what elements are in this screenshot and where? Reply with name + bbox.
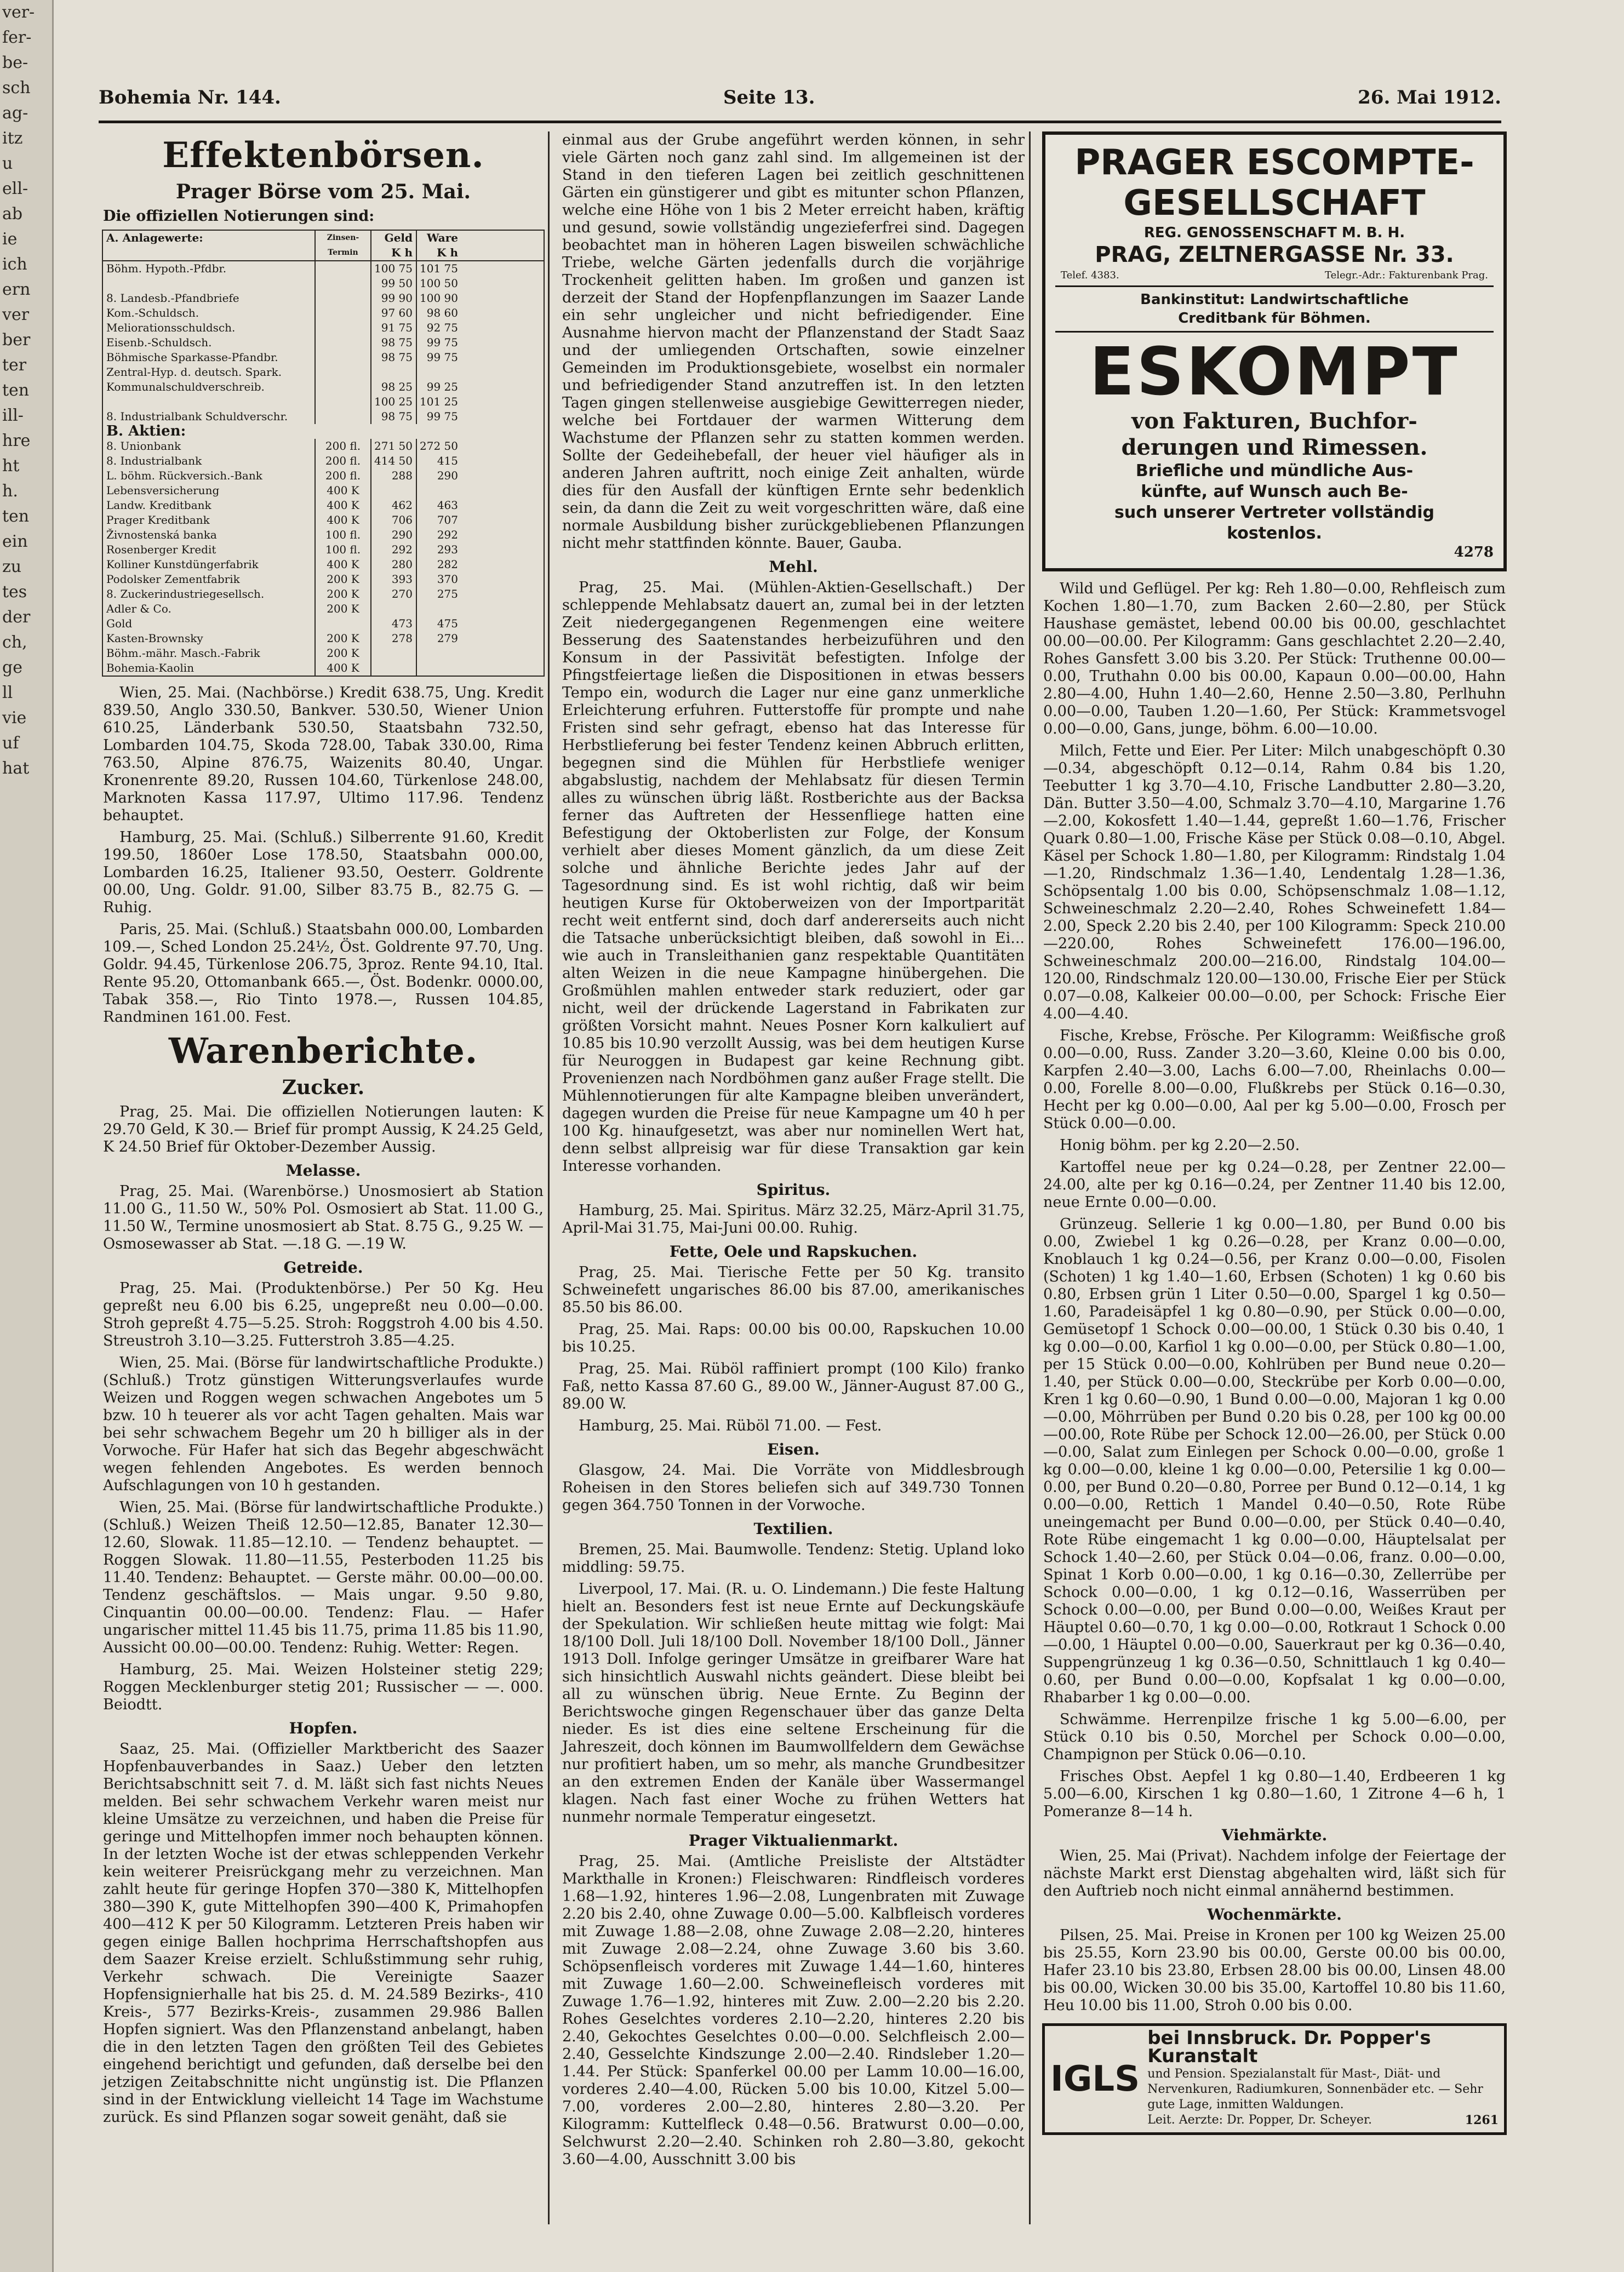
table-cell: 292 [416, 528, 461, 542]
table-row [103, 409, 544, 424]
table-cell: Böhm. Hypoth.-Pfdbr. [106, 262, 227, 275]
table-cell: 463 [416, 498, 461, 513]
ad-title-line: GESELLSCHAFT [1123, 183, 1426, 224]
stock-quote-table [102, 230, 545, 677]
table-cell: 706 [370, 513, 416, 528]
ad-telegram: Telegr.-Adr.: Fakturenbank Prag. [1324, 270, 1488, 281]
table-cell: 101 25 [416, 394, 461, 409]
table-row [103, 587, 544, 602]
prev-fragment: ll [2, 683, 13, 702]
igls-logo-text: IGLS [1050, 2059, 1140, 2099]
table-row [103, 602, 544, 616]
table-cell: 101 75 [416, 261, 461, 276]
prev-fragment: ern [2, 280, 31, 299]
page-number: Seite 13. [723, 87, 815, 108]
table-row [103, 513, 544, 528]
table-cell: 98 25 [370, 380, 416, 394]
table-cell: Eisenb.-Schuldsch. [106, 336, 212, 349]
table-cell: 98 75 [370, 409, 416, 424]
table-cell: 100 50 [416, 276, 461, 291]
igls-headline: bei Innsbruck. Dr. Popper's Kuranstalt [1147, 2027, 1431, 2067]
table-cell: Meliorationsschuldsch. [106, 321, 236, 334]
fette-report: Hamburg, 25. Mai. Rüböl 71.00. — Fest. [579, 1417, 882, 1434]
table-cell [370, 661, 416, 676]
prev-fragment: ch, [2, 633, 27, 652]
ad-contact [1061, 270, 1488, 281]
table-cell: 400 K [314, 483, 370, 498]
prev-fragment: hre [2, 431, 31, 450]
table-cell: 275 [416, 587, 461, 602]
hopfen-title: Hopfen. [289, 1719, 358, 1737]
notierungen-intro: Die offiziellen Notierungen sind: [103, 208, 375, 225]
table-row [103, 557, 544, 572]
table-cell: 99 75 [416, 335, 461, 350]
table-row [103, 306, 544, 321]
table-cell [314, 306, 370, 321]
prev-fragment: itz [2, 129, 23, 148]
zucker-report: Prag, 25. Mai. Die offiziellen Notierungen lauten: K 29.70 Geld, K 30.— Brief für prompt Aussig, K 24.25 Geld, K 24.50 Brief für Oktober-Dezember Aussig. [103, 1103, 544, 1155]
fette-report: Prag, 25. Mai. Raps: 00.00 bis 00.00, Rapskuchen 10.00 bis 10.25. [562, 1321, 1025, 1355]
table-cell [314, 365, 370, 380]
table-cell: 270 [370, 587, 416, 602]
column-3 [1039, 131, 1510, 2224]
mehl-report: Prag, 25. Mai. (Mühlen-Aktien-Gesellschaft.) Der schleppende Mehlabsatz dauert an, zumal bei in der letzten Zeit niedergegangenen Regenmengen eine weitere Besserung des Saatenstandes herbeizuführen und den Konsum in der Passivität befestigten. Infolge der Pfingstfeiertage ließen die Dispositionen in etwas bessers Tempo ein, wodurch die Lager nur eine ganz unmerkliche Erleichterung erfuhren. Futterstoffe für prompte und nahe Fristen sind sehr gefragt, ebenso hat das Interesse für Herbstlieferung bei fester Tendenz keinen Abbruch erlitten, begegnen sind die Mühlen für Herbstliefe weniger abgabslustig, nachdem der Mehlabsatz für diesen Termin alles zu wünschen übrig läßt. Rostberichte aus der Backsa ferner das Auftreten der Hessenfliege hatten eine Befestigung der Oktoberlisten zur Folge, der Konsum verhielt aber dieses Moment gänzlich, da um diese Zeit solche und ähnliche Berichte jedes Jahr auf der Tagesordnung sind. Es ist wohl richtig, daß wir beim heutigen Kurse für Oktoberweizen von der Importparität recht weit entfernt sind, doch darf andererseits auch nicht die Tatsache unberücksichtigt bleiben, daß sowohl in Ei... wie auch in Transleithanien ganz respektable Quantitäten alten Weizen in die neue Kampagne hinübergehen. Die Großmühlen mahlen entweder stark reduziert, oder gar nicht, weil der drückende Lagerstand in Fabrikaten zur größten Vorsicht mahnt. Neues Posner Korn kalkuliert auf 10.85 bis 10.90 verzollt Aussig, was bei dem heutigen Kurse für Neuroggen in Budapest gar keine Rechnung gibt. Provenienzen nach Nordböhmen ganz außer Frage stellt. Die Mühlennotierungen für alte Kampagne bleiben unverändert, dagegen wurden die Preise für neue Kampagne um 40 h per 100 Kg. hinaufgesetzt, was aber nur nominellen Wert hat, denn selbst allpreisig war für diese Transaktion gar kein Interesse vorhanden. [562, 579, 1025, 1175]
table-cell: 8. Zuckerindustriegesellsch. [106, 587, 265, 600]
ad-eskompt-headline: ESKOMPT [1089, 334, 1460, 410]
table-cell [416, 365, 461, 380]
table-cell: 200 fl. [314, 468, 370, 483]
table-row [103, 616, 544, 631]
table-cell: 99 75 [416, 350, 461, 365]
prev-fragment: ter [2, 356, 27, 375]
getreide-title: Getreide. [283, 1258, 363, 1277]
table-cell [314, 291, 370, 306]
table-cell: 8. Industrialbank [106, 454, 202, 467]
table-cell: 99 25 [416, 380, 461, 394]
table-cell: 393 [370, 572, 416, 587]
getreide-report: Wien, 25. Mai. (Börse für landwirtschaftliche Produkte.) (Schluß.) Weizen Theiß 12.50—12.85, Banater 12.30—12.60, Slowak. 11.85—12.10. — Tendenz behauptet. — Roggen Slowak. 11.80—11.55, Pesterboden 11.25 bis 11.40. Tendenz: Behauptet. — Gerste mähr. 00.00—00.00. Tendenz geschäftslos. — Mais ungar. 9.50 9.80, Cinquantin 00.00—00.00. Tendenz: Flau. — Hafer ungarischer mittel 11.45 bis 11.75, prima 11.85 bis 11.90, Aussicht 00.00—00.00. Tendenz: Ruhig. Wetter: Regen. [103, 1499, 544, 1656]
markt-obst: Frisches Obst. Aepfel 1 kg 0.80—1.40, Erdbeeren 1 kg 5.00—6.00, Kirschen 1 kg 0.80—1.60, 1 Zitrone 4—6 h, 1 Pomeranze 8—14 h. [1043, 1768, 1506, 1820]
table-cell: 8. Unionbank [106, 439, 181, 453]
table-cell: 400 K [314, 557, 370, 572]
table-cell: 400 K [314, 513, 370, 528]
prev-fragment: be- [2, 53, 28, 72]
table-cell [370, 646, 416, 661]
viktualien-title: Prager Viktualienmarkt. [688, 1832, 899, 1850]
prager-boerse-title: Prager Börse vom 25. Mai. [175, 180, 471, 203]
table-cell: 8. Landesb.-Pfandbriefe [106, 291, 239, 305]
viehmaerkte-report: Wien, 25. Mai (Privat). Nachdem infolge der Feiertage der nächste Markt erst Dienstag abgehalten wird, läßt sich für den Auftrieb noch nicht einmal annähernd bestimmen. [1043, 1847, 1506, 1899]
prev-fragment: ten [2, 381, 30, 400]
table-cell [314, 409, 370, 424]
table-body-b [103, 439, 544, 676]
ad-bank-line: Creditbank für Böhmen. [1178, 310, 1371, 327]
eisen-title: Eisen. [767, 1440, 820, 1458]
prev-fragment: h. [2, 482, 18, 501]
table-cell: Prager Kreditbank [106, 513, 210, 526]
prev-fragment: ein [2, 532, 28, 551]
prev-fragment: ver- [2, 3, 35, 22]
table-cell [314, 335, 370, 350]
prev-fragment: sch [2, 78, 31, 98]
table-cell: Kolliner Kunstdüngerfabrik [106, 558, 259, 571]
prev-fragment: ich [2, 255, 27, 274]
table-cell: 282 [416, 557, 461, 572]
ad-bank-box [1055, 285, 1494, 333]
table-cell: 200 fl. [314, 439, 370, 454]
prev-fragment: fer- [2, 28, 32, 47]
table-cell [103, 394, 314, 409]
table-cell: 415 [416, 454, 461, 468]
table-cell: 92 75 [416, 321, 461, 335]
prev-fragment: der [2, 608, 31, 627]
ad-reference-number: 4278 [1454, 544, 1494, 560]
table-cell: 200 fl. [314, 454, 370, 468]
table-cell: 272 50 [416, 439, 461, 454]
getreide-report: Wien, 25. Mai. (Börse für landwirtschaftliche Produkte.) (Schluß.) Trotz günstigen Witterungsverlaufes wurde Weizen und Roggen wegen schwachen Angebotes um 5 bzw. 10 h teuerer als vor acht Tagen gehalten. Mais war bei sehr schwachem Begehr um 20 h billiger als in der Vorwoche. Für Hafer hat sich das Begehr abgeschwächt wegen fehlenden Angebotes. Es werden bennoch Aufschlagungen von 10 h gestanden. [103, 1354, 544, 1494]
table-row [103, 380, 544, 394]
ad-fakturen-line: von Fakturen, Buchfor- [1131, 408, 1417, 434]
prev-fragment: ge [2, 658, 22, 677]
table-cell [416, 646, 461, 661]
table-cell: Rosenberger Kredit [106, 543, 216, 556]
table-row [103, 572, 544, 587]
table-row [103, 631, 544, 646]
prev-fragment: uf [2, 734, 19, 753]
table-cell: 100 90 [416, 291, 461, 306]
table-cell: 400 K [314, 498, 370, 513]
prev-fragment: ver [2, 305, 30, 324]
table-row [103, 276, 544, 291]
table-cell: 290 [370, 528, 416, 542]
prev-fragment: ag- [2, 104, 28, 123]
getreide-report: Hamburg, 25. Mai. Weizen Holsteiner stetig 229; Roggen Mecklenburger stetig 201; Russischer — —. 000. Beiodtt. [103, 1661, 544, 1713]
table-cell: 100 75 [370, 261, 416, 276]
table-cell: Kom.-Schuldsch. [106, 306, 199, 319]
table-body-a [103, 261, 544, 424]
table-cell: 91 75 [370, 321, 416, 335]
prev-fragment: ill- [2, 406, 24, 425]
table-cell: Kasten-Brownsky [106, 632, 203, 645]
markt-fische: Fische, Krebse, Frösche. Per Kilogramm: Weißfische groß 0.00—0.00, Russ. Zander 3.20—3.60, Kleine 0.00 bis 0.00, Karpfen 2.40—3.00, Lachs 6.00—7.00, Rheinlachs 0.00—0.00, Forelle 8.00—0.00, Flußkrebs per Stück 0.16—0.30, Hecht per kg 0.00—0.00, Aal per kg 5.00—0.00, Frosch per Stück 0.00—0.00. [1043, 1027, 1506, 1132]
table-cell [314, 261, 370, 276]
table-header-cell: Ware K h [416, 231, 461, 260]
table-cell [416, 483, 461, 498]
table-cell: Böhm.-mähr. Masch.-Fabrik [106, 646, 260, 660]
table-cell: Bohemia-Kaolin [106, 661, 195, 674]
table-cell: 98 60 [416, 306, 461, 321]
boerse-paris: Paris, 25. Mai. (Schluß.) Staatsbahn 000.00, Lombarden 109.—, Sched London 25.24½, Öst. Goldrente 97.70, Ung. Goldr. 94.45, Türkenlose 206.75, 3proz. Rente 94.10, Ital. Rente 95.20, Ottomanbank 665.—, Öst. Bodenkr. 0000.00, Tabak 358.—, Rio Tinto 1978.—, Russen 104.85, Randminen 161.00. Fest. [103, 921, 544, 1026]
table-cell: Adler & Co. [106, 602, 171, 615]
table-cell: 200 K [314, 572, 370, 587]
table-cell: 707 [416, 513, 461, 528]
table-cell: Podolsker Zementfabrik [106, 573, 240, 586]
igls-text [1147, 2027, 1499, 2128]
ad-info-line: such unserer Vertreter vollständig [1114, 503, 1434, 522]
table-row [103, 528, 544, 542]
prev-fragment: ie [2, 230, 18, 249]
table-cell: 97 60 [370, 306, 416, 321]
table-row [103, 439, 544, 454]
ad-subtitle: REG. GENOSSENSCHAFT M. B. H. [1143, 225, 1405, 241]
markt-honig: Honig böhm. per kg 2.20—2.50. [1060, 1137, 1300, 1154]
table-cell: 475 [416, 616, 461, 631]
table-cell: 99 50 [370, 276, 416, 291]
table-cell [370, 365, 416, 380]
table-cell: 288 [370, 468, 416, 483]
textilien-report: Liverpool, 17. Mai. (R. u. O. Lindemann.) Die feste Haltung hielt an. Besonders fest ist neue Ernte auf Deckungskäufe der Spekulation. Wir schließen heute mittag wie folgt: Mai 18/100 Doll. Juli 18/100 Doll. November 18/100 Doll., Jänner 1913 Doll. Infolge geringer Umsätze in greifbarer Ware hat sich hinsichtlich Auswahl nichts geändert. Diese bleibt bei all zu wünschen übrig. Neue Ernte. Zu Beginn der Berichtswoche gingen Regenschauer über das ganze Delta nieder. Es ist dies eine seltene Erscheinung für die Jahreszeit, doch können im Baumwollfeldern dem Gewächse nur profitiert haben, um so mehr, als manche Grundbesitzer an den extremen Enden der Kanäle über Wassermangel klagen. Nach fast einer Woche zu frühen Wetters hat nunmehr normale Temperatur eingesetzt. [562, 1581, 1025, 1825]
igls-description: und Pension. Spezialanstalt für Mast-, Diät- und Nervenkuren, Radiumkuren, Sonnenbäder etc. — Sehr gute Lage, inmitten Waldungen. [1147, 2067, 1483, 2111]
previous-page-edge [0, 0, 54, 2272]
table-row [103, 498, 544, 513]
igls-advertisement [1042, 2023, 1507, 2135]
wochenmaerkte-report: Pilsen, 25. Mai. Preise in Kronen per 100 kg Weizen 25.00 bis 25.55, Korn 23.90 bis 00.00, Gerste 00.00 bis 00.00, Hafer 23.10 bis 23.80, Erbsen 28.00 bis 00.00, Linsen 48.00 bis 00.00, Wicken 30.00 bis 35.00, Kartoffel 10.80 bis 11.60, Heu 10.00 bis 11.00, Stroh 0.00 bis 0.00. [1043, 1927, 1506, 2014]
table-group-b: B. Aktien: [106, 423, 186, 439]
ad-info-line: kostenlos. [1227, 524, 1322, 543]
table-cell: 98 75 [370, 335, 416, 350]
table-cell: 462 [370, 498, 416, 513]
prev-fragment: ht [2, 456, 20, 476]
textilien-title: Textilien. [753, 1520, 833, 1538]
prev-fragment: ell- [2, 179, 28, 198]
table-cell: 278 [370, 631, 416, 646]
markt-milch: Milch, Fette und Eier. Per Liter: Milch unabgeschöpft 0.30—0.34, abgeschöpft 0.12—0.14, Rahm 0.84 bis 1.20, Teebutter 1 kg 3.70—4.10, Frische Landbutter 2.80—3.20, Dän. Butter 3.50—4.00, Schmalz 3.70—4.10, Margarine 1.76—2.00, Kokosfett 1.40—1.44, gepreßt 1.60—1.76, Frischer Quark 0.80—1.00, Frische Käse per Stück 0.08—0.10, Abgel. Käsel per Schock 1.80—1.80, per Kilogramm: Rindstalg 1.04—1.20, Rindschmalz 1.36—1.40, Lendentalg 1.28—1.36, Schöpsentalg 1.00 bis 0.00, Schöpsenschmalz 1.08—1.12, Schweineschmalz 2.20—2.40, Rohes Schweinefett 1.84—2.00, Speck 2.20 bis 2.40, per 100 Kilogramm: Speck 210.00—220.00, Rohes Schweinefett 176.00—196.00, Schweineschmalz 200.00—216.00, Rindstalg 104.00—120.00, Rindschmalz 120.00—130.00, Frische Eier per Stück 0.07—0.08, Kalkeier 00.00—0.00, per Schock: Frische Eier 4.00—4.40. [1043, 742, 1506, 1022]
table-cell: 292 [370, 542, 416, 557]
table-header-cell: Geld K h [370, 231, 416, 260]
ad-bank-line: Bankinstitut: Landwirtschaftliche [1140, 291, 1409, 308]
table-cell: 99 75 [416, 409, 461, 424]
table-cell [370, 483, 416, 498]
melasse-report: Prag, 25. Mai. (Warenbörse.) Unosmosiert ab Station 11.00 G., 11.50 W., 50% Pol. Osmosiert ab Stat. 11.00 G., 11.50 W., Termine unosmosiert ab Stat. 8.75 G., 9.25 W. — Osmosewasser ab Stat. —.18 G. —.19 W. [103, 1183, 544, 1252]
table-cell: 400 K [314, 661, 370, 676]
table-cell: 100 fl. [314, 542, 370, 557]
ad-info-line: künfte, auf Wunsch auch Be- [1141, 482, 1408, 501]
table-cell: 200 K [314, 587, 370, 602]
issue-date: 26. Mai 1912. [1358, 87, 1501, 108]
prev-fragment: ten [2, 507, 30, 526]
warenberichte-title: Warenberichte. [168, 1031, 478, 1072]
table-cell [314, 616, 370, 631]
viehmaerkte-title: Viehmärkte. [1221, 1826, 1328, 1844]
table-cell [314, 350, 370, 365]
prev-fragment: vie [2, 708, 27, 728]
table-cell: 200 K [314, 646, 370, 661]
table-row [103, 646, 544, 661]
fette-title: Fette, Oele und Rapskuchen. [669, 1243, 918, 1261]
table-cell: Lebensversicherung [106, 484, 220, 497]
textilien-report: Bremen, 25. Mai. Baumwolle. Tendenz: Stetig. Upland loko middling: 59.75. [562, 1541, 1025, 1576]
ad-info-line: Briefliche und mündliche Aus- [1135, 461, 1414, 480]
table-row [103, 661, 544, 676]
ad-fakturen-line: derungen und Rimessen. [1121, 434, 1428, 460]
table-row [103, 335, 544, 350]
igls-doctors: Leit. Aerzte: Dr. Popper, Dr. Scheyer. [1147, 2113, 1372, 2127]
table-row [103, 261, 544, 276]
table-cell: Landw. Kreditbank [106, 499, 211, 512]
column-1 [99, 131, 550, 2224]
markt-schwaemme: Schwämme. Herrenpilze frische 1 kg 5.00—6.00, per Stück 0.10 bis 0.50, Morchel per Schock 0.00—0.00, Champignon per Stück 0.06—0.10. [1043, 1711, 1506, 1763]
prev-fragment: ber [2, 330, 31, 350]
table-cell: Böhmische Sparkasse-Pfandbr. [106, 351, 278, 364]
table-cell: 99 90 [370, 291, 416, 306]
mehl-title: Mehl. [769, 558, 818, 576]
table-row [103, 365, 544, 380]
table-cell: 370 [416, 572, 461, 587]
table-cell: Kommunalschuldverschreib. [106, 380, 265, 393]
ad-title-line: PRAGER ESCOMPTE- [1074, 142, 1474, 183]
table-cell [416, 602, 461, 616]
melasse-title: Melasse. [285, 1161, 361, 1180]
issue-label: Bohemia Nr. 144. [99, 87, 281, 108]
markt-wild: Wild und Geflügel. Per kg: Reh 1.80—0.00, Rehfleisch zum Kochen 1.80—1.70, zum Backen 2.60—2.80, per Stück Haushase gemästet, lebend 00.00 bis 00.00, geschlachtet 00.00—00.00. Per Kilogramm: Gans geschlachtet 2.20—2.40, Rohes Gansfett 3.00 bis 3.20. Per Stück: Truthenne 00.00—0.00, Truthahn 0.00 bis 00.00, Kapaun 0.00—00.00, Hahn 2.80—4.00, Huhn 1.40—2.60, Henne 2.50—3.80, Perlhuhn 0.00—0.00, Tauben 1.20—1.60, Per Stück: Krammetsvogel 0.00—0.00, Gans, junge, böhm. 6.00—10.00. [1043, 580, 1506, 737]
table-cell [370, 602, 416, 616]
table-cell: 473 [370, 616, 416, 631]
table-cell [416, 661, 461, 676]
spiritus-report: Hamburg, 25. Mai. Spiritus. März 32.25, März-April 31.75, April-Mai 31.75, Mai-Juni 00.00. Ruhig. [562, 1202, 1025, 1237]
table-cell: 279 [416, 631, 461, 646]
table-cell: 293 [416, 542, 461, 557]
table-cell: Zentral-Hyp. d. deutsch. Spark. [106, 365, 282, 379]
table-cell: 8. Industrialbank Schuldverschr. [106, 410, 288, 423]
igls-reference: 1261 [1465, 2113, 1499, 2127]
hopfen-report: Saaz, 25. Mai. (Offizieller Marktbericht des Saazer Hopfenbauverbandes in Saaz.) Ueber den letzten Berichtsabschnitt seit 7. d. M. läßt sich fast nichts Neues melden. Bei sehr schwachem Verkehr waren meist nur kleine Umsätze zu verzeichnen, und haben die Preise für geringe und Mittelhopfen immer noch behaupten können. In der letzten Woche ist der etwas schleppenden Verkehr kein weiterer Preisrückgang mehr zu verzeichnen. Man zahlt heute für geringe Hopfen 370—380 K, Mittelhopfen 380—390 K, gute Mittelhopfen 390—400 K, Primahopfen 400—412 K per 50 Kilogramm. Letzteren Preis haben wir gegen einige Ballen hochprima Herrschaftshopfen aus dem Saazer Kreise erzielt. Schlußstimmung sehr ruhig, Verkehr schwach. Die Vereinigte Saazer Hopfensignierhalle hat bis 25. d. M. 24.589 Bezirks-, 410 Kreis-, 577 Bezirks-Kreis-, zusammen 29.986 Ballen Hopfen signiert. Was den Pflanzenstand anbelangt, haben die in den letzten Tagen den größten Teil des Gebietes eingehend berichtigt und gefunden, daß derselbe bei den jetzigen Zeitabschnitte nicht ungünstig ist. Die Pflanzen sind in der Entwicklung vielleicht 14 Tage im Wachstume zurück. Es sind Pflanzen sogar soweit genäht, daß sie [103, 1741, 544, 2126]
markt-kartoffel: Kartoffel neue per kg 0.24—0.28, per Zentner 22.00—24.00, alte per kg 0.16—0.24, per Zentner 11.40 bis 12.00, neue Ernte 0.00—0.00. [1043, 1159, 1506, 1211]
table-row [103, 394, 544, 409]
fette-report: Prag, 25. Mai. Tierische Fette per 50 Kg. transito Schweinefett ungarisches 86.00 bis 87.00, amerikanisches 85.50 bis 86.00. [562, 1264, 1025, 1316]
zucker-title: Zucker. [282, 1076, 365, 1099]
ad-telephone: Telef. 4383. [1061, 270, 1119, 281]
hopfen-continued: einmal aus der Grube angeführt werden können, in sehr viele Gärten noch ganz zahl sind. Im allgemeinen ist der Stand in den tieferen Lagen bei zeitlich geschnittenen Gärten ein günstigerer und gibt es mitunter schon Pflanzen, welche eine Höhe von 1 bis 2 Meter erreicht haben, kräftig und gesund, sowie vollständig ungezieferfrei sind. Dagegen beobachtet man in höheren Lagen bisweilen schwächliche Triebe, welche Gärten jedenfalls durch die vorjährige Trockenheit gelitten haben. Im großen und ganzen ist derzeit der Stand der Hopfenpflanzungen im Saazer Lande ein sehr ungleicher und nicht befriedigender. Eine Ausnahme hiervon macht der Pflanzenstand der Stadt Saaz und der umliegenden Ortschaften, sowie einzelner Gemeinden im Produktionsgebiete, woselbst ein normaler und befriedigender Stand anzutreffen ist. In den letzten Tagen gingen stellenweise ausgiebige Gewitterregen nieder, welche bei Fortdauer der warmen Witterung dem Wachstume der Pflanzen sehr zu statten kommen werden. Sollte der Gedeihebefall, der heuer viel häufiger als in anderen Jahren auftritt, noch einige Zeit anhalten, würde dies für den Ausfall der künftigen Ernte sehr bedenklich sein, da dann die Zeit zu weit vorgeschritten wäre, daß eine normale Ausbildung bisher zurückgebliebenen Pflanzungen nicht mehr stattfinden könnte. Bauer, Gauba. [562, 131, 1025, 552]
table-cell [103, 276, 314, 291]
table-cell [314, 321, 370, 335]
table-header-cell: A. Anlagewerte: [106, 231, 203, 244]
prev-fragment: ab [2, 204, 23, 224]
table-cell [314, 276, 370, 291]
table-header-cell: Zinsen-Termin [314, 231, 370, 260]
boerse-wien: Wien, 25. Mai. (Nachbörse.) Kredit 638.75, Ung. Kredit 839.50, Anglo 330.50, Bankver. 530.50, Wiener Union 610.25, Länderbank 530.50, Staatsbahn 732.50, Lombarden 104.75, Skoda 728.00, Tabak 330.00, Rima 763.50, Alpine 876.75, Waizenits 80.40, Ungar. Kronenrente 89.20, Russen 104.60, Türkenlose 248.00, Marknoten Kassa 117.97, Ultimo 117.96. Tendenz behauptet. [103, 684, 544, 824]
viktualien-report: Prag, 25. Mai. (Amtliche Preisliste der Altstädter Markthalle in Kronen:) Fleischwaren: Rindfleisch vorderes 1.68—1.92, hinteres 1.96—2.08, Lungenbraten mit Zuwage 2.20 bis 2.40, ohne Zuwage 0.00—5.00. Kalbfleisch vorderes mit Zuwage 1.88—2.08, ohne Zuwage 2.08—2.20, hinteres mit Zuwage 2.08—2.24, ohne Zuwage 3.60 bis 3.60. Schöpsenfleisch vorderes mit Zuwage 1.44—1.60, hinteres mit Zuwage 1.60—2.00. Schweinefleisch vorderes mit Zuwage 1.76—1.92, hinteres mit Zuw. 2.00—2.20 bis 2.20. Rohes Geselchtes vorderes 2.10—2.20, hinteres 2.20 bis 2.40, Gekochtes Geselchtes 0.00—0.00. Selchfleisch 2.00—2.40, Gesselchte Kindszunge 2.00—2.40. Rindsleber 1.20—1.44. Per Stück: Spanferkel 00.00 per Lamm 10.00—16.00, vorderes 2.40—4.00, Rücken 5.00 bis 10.00, Kitzel 5.00—7.00, vorderes 2.00—2.80, hinteres 2.80—3.20. Per Kilogramm: Kuttelfleck 0.48—0.56. Bratwurst 0.00—0.00, Selchwurst 2.20—2.40. Schinken roh 2.80—3.80, gekocht 3.60—4.00, Ausschnitt 3.00 bis [562, 1853, 1025, 2168]
table-row [103, 468, 544, 483]
table-cell: Gold [106, 617, 133, 630]
table-row [103, 542, 544, 557]
prev-fragment: tes [2, 582, 27, 602]
table-cell: 100 25 [370, 394, 416, 409]
table-cell: 200 K [314, 602, 370, 616]
effekten-title: Effektenbörsen. [162, 135, 484, 176]
table-row [103, 321, 544, 335]
table-cell: 200 K [314, 631, 370, 646]
wochenmaerkte-title: Wochenmärkte. [1207, 1905, 1342, 1924]
escompte-advertisement [1042, 131, 1507, 571]
table-cell: 271 50 [370, 439, 416, 454]
table-cell: 414 50 [370, 454, 416, 468]
table-row [103, 350, 544, 365]
eisen-report: Glasgow, 24. Mai. Die Vorräte von Middlesbrough Roheisen in den Stores beliefen sich auf 349.730 Tonnen gegen 364.750 Tonnen in der Vorwoche. [562, 1462, 1025, 1514]
table-cell: 100 fl. [314, 528, 370, 542]
fette-report: Prag, 25. Mai. Rüböl raffiniert prompt (100 Kilo) franko Faß, netto Kassa 87.60 G., 89.00 W., Jänner-August 87.00 G., 89.00 W. [562, 1360, 1025, 1412]
table-cell: 290 [416, 468, 461, 483]
boerse-hamburg: Hamburg, 25. Mai. (Schluß.) Silberrente 91.60, Kredit 199.50, 1860er Lose 178.50, Staatsbahn 000.00, Lombarden 16.25, Italiener 93.50, Oesterr. Goldrente 00.00, Ung. Goldr. 91.00, Silber 83.75 B., 82.75 G. — Ruhig. [103, 829, 544, 916]
markt-gruenzeug: Grünzeug. Sellerie 1 kg 0.00—1.80, per Bund 0.00 bis 0.00, Zwiebel 1 kg 0.26—0.28, per Kranz 0.00—0.00, Knoblauch 1 kg 0.24—0.56, per Kranz 0.00—0.00, Fisolen (Schoten) 1 kg 1.40—1.60, Erbsen (Schoten) 1 kg 0.60 bis 0.80, Erbsen grün 1 Liter 0.50—0.00, Spargel 1 kg 0.50—1.60, Paradeisäpfel 1 kg 0.80—0.90, per Stück 0.00—0.00, Gemüsetopf 1 Schock 0.00—00.00, 1 Stück 0.30 bis 0.40, 1 kg 0.00—0.00, Karfiol 1 kg 0.00—0.00, per Stück 0.80—1.00, per 15 Stück 0.00—0.00, Kohlrüben per Bund neue 0.20—1.40, per Stück 0.00—0.00, Steckrübe per Korb 0.00—0.00, Kren 1 kg 0.60—0.90, 1 Bund 0.00—0.00, Majoran 1 kg 0.00—0.00, Möhrrüben per Bund 0.20 bis 0.28, per 100 kg 00.00—00.00, Rote Rübe per Schock 12.00—26.00, per Stück 0.00—0.00, Salat zum Einlegen per Schock 0.00—0.00, große 1 kg 0.00—0.00, kleine 1 kg 0.00—0.00, Petersilie 1 kg 0.00—0.00, per Bund 0.20—0.80, Porree per Bund 0.12—0.14, 1 kg 0.00—0.00, Rettich 1 Mandel 0.40—0.50, Rote Rübe uneingemacht per Bund 0.00—0.00, per Stück 0.40—0.40, Rote Rübe eingemacht 1 kg 0.00—0.00, Häuptelsalat per Schock 1.40—2.60, per Stück 0.04—0.06, franz. 0.00—0.00, Spinat 1 Korb 0.00—0.00, 1 kg 0.16—0.30, Zellerrübe per Schock 0.00—0.00, 1 kg 0.12—0.16, Wasserrüben per Schock 0.00—0.00, per Bund 0.00—0.00, Weißes Kraut per Häuptel 0.60—0.70, 1 kg 0.00—0.00, Rotkraut 1 Schock 0.00—0.00, 1 Häuptel 0.00—0.00, Sauerkraut per kg 0.36—0.40, Suppengrünzeug 1 kg 0.36—0.50, Schnittlauch 1 kg 0.40—0.60, per Bund 0.00—0.00, Kopfsalat 1 kg 0.00—0.00, Rhabarber 1 kg 0.00—0.00. [1043, 1216, 1506, 1706]
table-row [103, 483, 544, 498]
prev-fragment: u [2, 154, 13, 173]
page-header [99, 82, 1501, 123]
table-row [103, 291, 544, 306]
table-cell: 98 75 [370, 350, 416, 365]
table-cell: L. böhm. Rückversich.-Bank [106, 469, 262, 482]
prev-fragment: hat [2, 759, 30, 778]
table-header [103, 231, 544, 261]
table-cell [314, 380, 370, 394]
table-cell: Živnostenská banka [106, 528, 217, 541]
column-2 [558, 131, 1031, 2224]
getreide-report: Prag, 25. Mai. (Produktenbörse.) Per 50 Kg. Heu gepreßt neu 6.00 bis 6.25, ungepreßt neu 0.00—0.00. Stroh gepreßt 4.75—5.25. Stroh: Roggstroh 4.00 bis 4.50. Streustroh 3.10—3.25. Futterstroh 3.85—4.25. [103, 1280, 544, 1349]
prev-fragment: zu [2, 557, 22, 576]
table-row [103, 454, 544, 468]
table-cell: 280 [370, 557, 416, 572]
ad-address: PRAG, ZELTNERGASSE Nr. 33. [1095, 242, 1454, 267]
table-cell [314, 394, 370, 409]
spiritus-title: Spiritus. [756, 1181, 831, 1199]
